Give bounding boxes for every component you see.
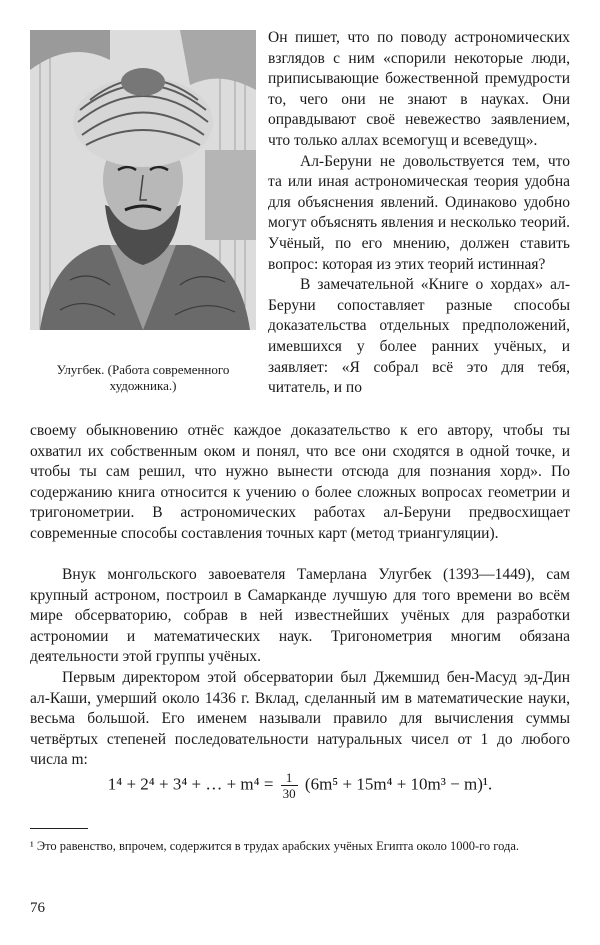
paragraph-chords-book-start: В замечательной «Книге о хордах» ал-Беруни сопоставляет разные способы доказательства отдельных предположений, имевшихся у более ранних учёных, и заявляет: «Я собрал всё это для тебя, читатель, и по xyxy=(268,276,570,397)
figure-caption xyxy=(30,362,256,394)
formula-rhs: (6m⁵ + 15m⁴ + 10m³ − m)¹. xyxy=(304,774,493,794)
text-column-right xyxy=(268,28,570,399)
footnote-divider xyxy=(30,828,88,829)
caption-line-2: художника.) xyxy=(109,378,177,393)
footnote: ¹ Это равенство, впрочем, содержится в трудах арабских учёных Египта около 1000-го года. xyxy=(30,839,520,853)
formula-lhs: 1⁴ + 2⁴ + 3⁴ + … + m⁴ = xyxy=(107,774,274,794)
portrait-illustration xyxy=(30,30,256,330)
paragraph-al-kashi: Первым директором этой обсерватории был Джемшид бен-Масуд эд-Дин ал-Каши, умерший около 1436 г. Вклад, сделанный им в математические науки, весьма большой. Его именем называли правило для вычисления суммы четвёртых степеней последовательности натуральных чисел от 1 до любого числа m: xyxy=(30,669,570,769)
caption-line-1: Улугбек. (Работа современного xyxy=(56,362,230,377)
ulugbek-portrait-icon xyxy=(30,30,256,330)
fraction-numerator: 1 xyxy=(281,770,298,786)
page-number: 76 xyxy=(30,900,45,916)
paragraph-chords-book-continued: своему обыкновению отнёс каждое доказательство к его автору, чтобы ты охватил их собственным оком и понял, что все они сходятся в одной точке, и чтобы ты сам решил, что нужно вынести отсюда для познания хорд». По содержанию книга относится к учению о более сложных вопросах геометрии и тригонометрии. В астрономических работах ал-Беруни предвосхищает современные способы составления точных карт (метод триангуляции). xyxy=(30,422,570,542)
paragraph-biruni-theory: Ал-Беруни не довольствуется тем, что та или иная астрономическая теория удобна для объяснения явлений. Одинаково удобно могут объяснять явления и несколько теорий. Учёный, по его мнению, должен ставить вопрос: которая из этих теорий истинная? xyxy=(268,152,570,273)
formula-fraction xyxy=(281,770,298,801)
fraction-denominator: 30 xyxy=(282,786,296,801)
sum-of-fourth-powers-formula xyxy=(30,770,570,801)
paragraph-biruni-views: Он пишет, что по поводу астрономических взглядов с ним «спорили некоторые люди, приписывающие божественной премудрости то, чего они не знают в науках. Они оправдывают своё невежество заявлением, что только аллах всемогущ и всеведущ». xyxy=(268,29,570,149)
paragraph-ulugbek: Внук монгольского завоевателя Тамерлана Улугбек (1393—1449), сам крупный астроном, построил в Самарканде лучшую для того времени во всём мире обсерваторию, собрав в ней известнейших учёных для разработки астрономии и математических наук. Тригонометрия многим обязана деятельности этой группы учёных. xyxy=(30,566,570,666)
